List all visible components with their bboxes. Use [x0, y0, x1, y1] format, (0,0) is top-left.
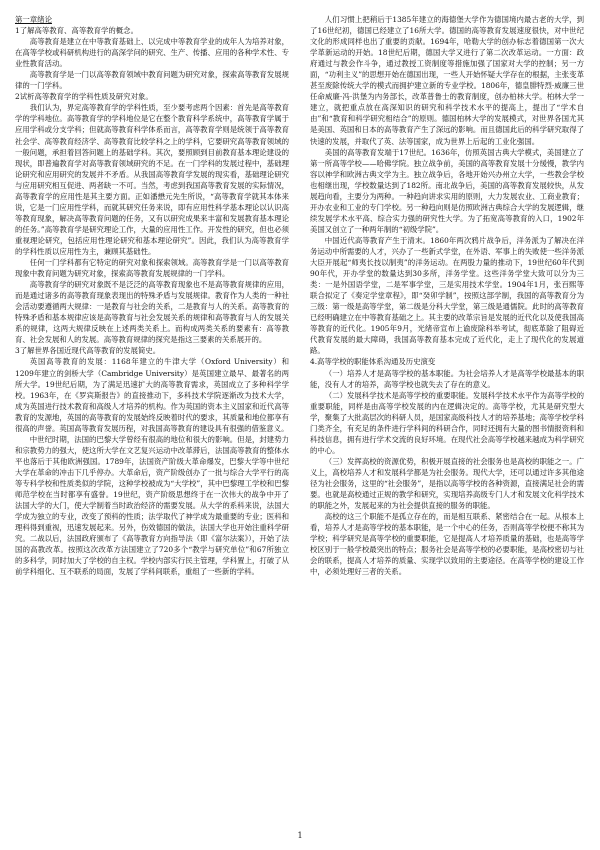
section-heading: 4.高等学校的职能体系沟通及历史演变 — [310, 357, 436, 367]
right-column — [310, 14, 584, 834]
page-number: 1 — [297, 831, 303, 840]
paragraph: 人们习惯上把稍后于1385年建立的海德堡大学作为德国境内最古老的大学，到了16世纪初，德国已经建立了16所大学。德国的高等教育发展速度很快，对中世纪文化的形成同样也出了重要的贡献。1694年，哈勒大学的创办标志着德国第一次大学革新运动的开始。18世纪后期，德国大学又进行了第二次改革运动。一方面：政府通过与教会作斗争，通过教授工资制度等措施加强了国家对大学的控制；另一方面，“功利主义”的思想开始在德国出现，一些人开始怀疑大学存在的根据，主张变革甚至废除传统大学的模式而拥护建立新的专业学校。1806年，德皇腓特烈·威廉三世任命威廉·冯·洪堡为内务部长，改革普鲁士的教育制度，创办柏林大学。柏林大学一建立，就把重点放在高深知识的研究和科学技术水平的提高上，提出了“学术自由”和“教育和科学研究相结合”的原则。德国柏林大学的发展模式，对世界各国尤其是美国、英国和日本的高等教育产生了深远的影响。而且德国此后的科学研究取得了快速的发展，并取代了英、法等国家，成为世界上后起的工业化强国。 — [310, 15, 584, 146]
section-heading: 2试析高等教育学的学科性质及研究对象。 — [15, 92, 153, 102]
paragraph: 中世纪时期，法国的巴黎大学曾经有很高的地位和很大的影响。但是，封建势力和宗教势力的强大，使这所大学在文艺复兴运动中改革滞后，法国高等教育的整体水平也落后于其他欧洲强国。1789年，法国资产阶级大革命爆发，巴黎大学等中世纪大学在革命的冲击下几乎停办。大革命后，资产阶级创办了一批与综合大学平行的高等专科学校和性质类似的学院，这种学校被成为“大学校”，其中巴黎理工学校和巴黎师范学校在当时都享有盛誉。19世纪，资产阶级思想终于在一次伟大的战争中开了法国大学的大门，使大学制着当时政治经济的需要发展。从大学的系科来说，法国大学成为独立的专业，改变了预科的性质；法学取代了神学成为最重要的专业；医科和理科得到重视，迅速发展起来。另外，伤效德国的做法，法国大学也开始注重科学研究。二战以后，法国政府颁布了《高等教育方向指导法（即《富尔法案》），开始了法国的高教改革。按照这次改革方法国建立了720多个“教学与研究单位”和67所独立的多科学，同时加大了学校的自主权。学校内部实行民主管理，学科置上，打破了从前学科细化、互不联系的局面，发展了学科间联系，重组了一些新的学科。 — [15, 434, 289, 577]
paragraph: 高等教育学的研究对象既不是泛泛的高等教育现象也不是高等教育规律的应用，而是通过诸多的高等教育现象表现出的特殊矛盾与发展规律。教育作为人类的一种社会活动要遵循两大规律：一是教育与社会的关系，二是教育与人的关系。高等教育的特殊矛盾和基本规律应该是高等教育与社会发展关系的规律和高等教育与人的发展关系的规律，这两大规律反映在上述两类关系上。而构成两类关系的要素有：高等教育、社会发展和人的发展。高等教育规律的探究是指这三要素的关系展开的。 — [15, 280, 289, 345]
paragraph: 我们认为，界定高等教育学的学科性质，至少要考虑两个因素：首先是高等教育学的学科地位。高等教育学的学科地位是它在整个教育科学系统中，高等教育学属于应用学科或分支学科；但就高等教育科学体系而言，高等教育学则是统领于高等教育社会学、高等教育经济学、高等教育比较学科之上的学科，它要研究高等教育领域的一般问题，承担着回答问题上的基础学科。其次，要照顾到目前教育基本理论建设的现状，即普遍教育学对高等教育领域研究的不足。在一门学科的发展过程中，基础理论研究和应用研究的发展并不矛盾。从我国高等教育学发展的现实看，基础理论研究与应用研究相互促进、两者缺一不可。当然，考虑到我国高等教育发展的实际情况，高等教育学的应用性是其主要方面。正如潘懋元先生所说，“高等教育学就其本体来说，它是一门应用性学科，而就其研究任务来说，即有应用性科学基本理论以认识高等教育现象，解决高等教育问题的任务，又有以研究成果来丰富和发展教育基本理论的任务。”高等教育学是研究理论工作，大量的应用性工作。开发性的研究，但也必须重视理论研究，包括应用性理论研究和基本理论研究”。因此，我们认为高等教育学的学科性质以应用性为主，兼顾其基础性。 — [15, 103, 289, 256]
paragraph: （二）发展科学技术是高等学校的重要职能。发展科学技术水平作为高等学校的重要职能，同样是由高等学校发展的内在逻辑决定的。高等学校，尤其是研究型大学，聚集了大批高层次的科研人员，是国家高级科技人才的培养基地；高等学校学科门类齐全，有充足的条件进行学科间的科研合作，同时还拥有大量的图书情报资料和科技信息，拥有进行学术交流的良好环境。在现代社会高等学校越来越成为科学研究的中心。 — [310, 390, 584, 455]
left-column — [15, 14, 289, 834]
chapter-title: 第一章绪论 — [15, 15, 52, 24]
paragraph: 英国高等教育的发展：1168年建立的牛津大学（Oxford University）和1209年建立的剑桥大学（Cambridge University）是英国建立最早、最著名的两所大学。19世纪后期，为了满足迅速扩大的高等教育需求，英国成立了多种科学学校。1963年，在《罗宾斯报告》的直接推动下，多科技术学院逐渐改为技术大学，成为英国进行技术教育和高级人才培养的机构。作为英国的资本主义国家和近代高等教育的发源地，英国的高等教育的发展始终反映着时代的要求，其质量和地位都享有很高的声誉。英国高等教育发展历程，对我国高等教育的建设具有很强的借鉴意义。 — [15, 357, 289, 433]
left-column-body — [15, 25, 289, 577]
paragraph: 高等教育是建立在中等教育基础上、以完成中等教育学业的成年人为培养对象，在高等学校或科研机构进行的高深学问的研究、生产、传播、应用的各种学术性、专业性教育活动。 — [15, 37, 289, 69]
paragraph: 任何一门学科都有它特定的研究对象和探索领域。高等教育学是一门以高等教育现象中教育问题为研究对象，探索高等教育发展规律的一门学科。 — [15, 258, 289, 279]
paragraph: 美国的高等教育发端于17世纪。1636年，仿照英国古典大学模式，美国建立了第一所高等学校——哈佛学院。独立战争前，美国的高等教育发展十分缓慢，教学内容以神学和欧洲古典文学为主。独立战争后，各地开始兴办州立大学，一些教会学校也相继出现，学校数量达到了182所。南北战争后，美国的高等教育发展较快，从发展趋向看，主要分为两种。一种趋向讲求实用的原则，大力发展农业、工商业教育；开办农业和工业的专门学校。另一种趋向则是仿照欧洲古典综合大学的发展逻辑，继续发展学术水平高、综合实力强的研究性大学。为了拓宽高等教育的入口，1902年美国又创立了一种两年制的“初级学院”。 — [310, 147, 584, 234]
section-heading: 3了解世界各国近现代高等教育的发展简史。 — [15, 346, 161, 356]
paragraph: （三）发挥高校的资源优势，积极开展直接的社会服务也是高校的职能之一。广义上，高校培养人才和发展科学都是为社会服务。现代大学，还可以通过许多其他途径为社会服务，这里的“社会服务”，是指以高等学校的各种资源，直接满足社会的需要。也就是高校通过正规的教学和研究，实现培养高级专门人才和发展文化科学技术的职能之外，发展起来的为社会提供直接的服务的职能。 — [310, 456, 584, 511]
paragraph: 高校的这三个职能不是孤立存在的，而是相互联系、紧密结合在一起。从根本上看，培养人才是高等学校的基本职能，是一个中心的任务，否则高等学校便不称其为学校；科学研究是高等学校的重要职能，它是提高人才培养质量的基础，也是高等学校区别于一般学校最突出的特点；服务社会是高等学校的必要职能，是高校密切与社会的联系，提高人才培养的质量、实现学以致用的主要途径。在高等学校的建设工作中，必须处理好三者的关系。 — [310, 512, 584, 577]
paragraph: （一）培养人才是高等学校的基本职能。为社会培养人才是高等学校最基本的职能，没有人才的培养，高等学校也就失去了存在的意义。 — [310, 368, 584, 389]
section-heading: 1了解高等教育、高等教育学的概念。 — [15, 26, 138, 36]
paragraph: 中国近代高等教育产生于清末。1860年两次鸦片战争后，洋务派为了解决在洋务运动中所需要的人才，兴办了一些新式学堂，在外语、军事上的失败使一些洋务派大臣开展起“师夷长技以制夷”的洋务运动。在两股力量的推动下，19世纪60年代到90年代，开办学堂的数量达到30多所，洋务学堂。这些洋务学堂大致可以分为三类：一是外国语学堂，二是军事学堂，三是实用技术学堂。1904年1月，张百熙等联合拟定了《奏定学堂章程》，即“癸卯学制”，按照这部学制，我国的高等教育分为三级：第一级是高等学堂，第二级是分科大学堂，第三级是通儒院。此时的高等教育已经明确建立在中等教育基础之上。其主要的改革宗旨是发展的近代化以及使我国高等教育的近代化。1905年9月，光绪帝宣布上谕废除科举考试，彻底革除了阻碍近代教育发展的最大障碍，我国高等教育基本完成了近代化，走上了现代化的发展道路。 — [310, 235, 584, 356]
right-column-body — [310, 14, 584, 577]
paragraph: 高等教育学是一门以高等教育领域中教育问题为研究对象，探索高等教育发展规律的一门学科。 — [15, 70, 289, 91]
